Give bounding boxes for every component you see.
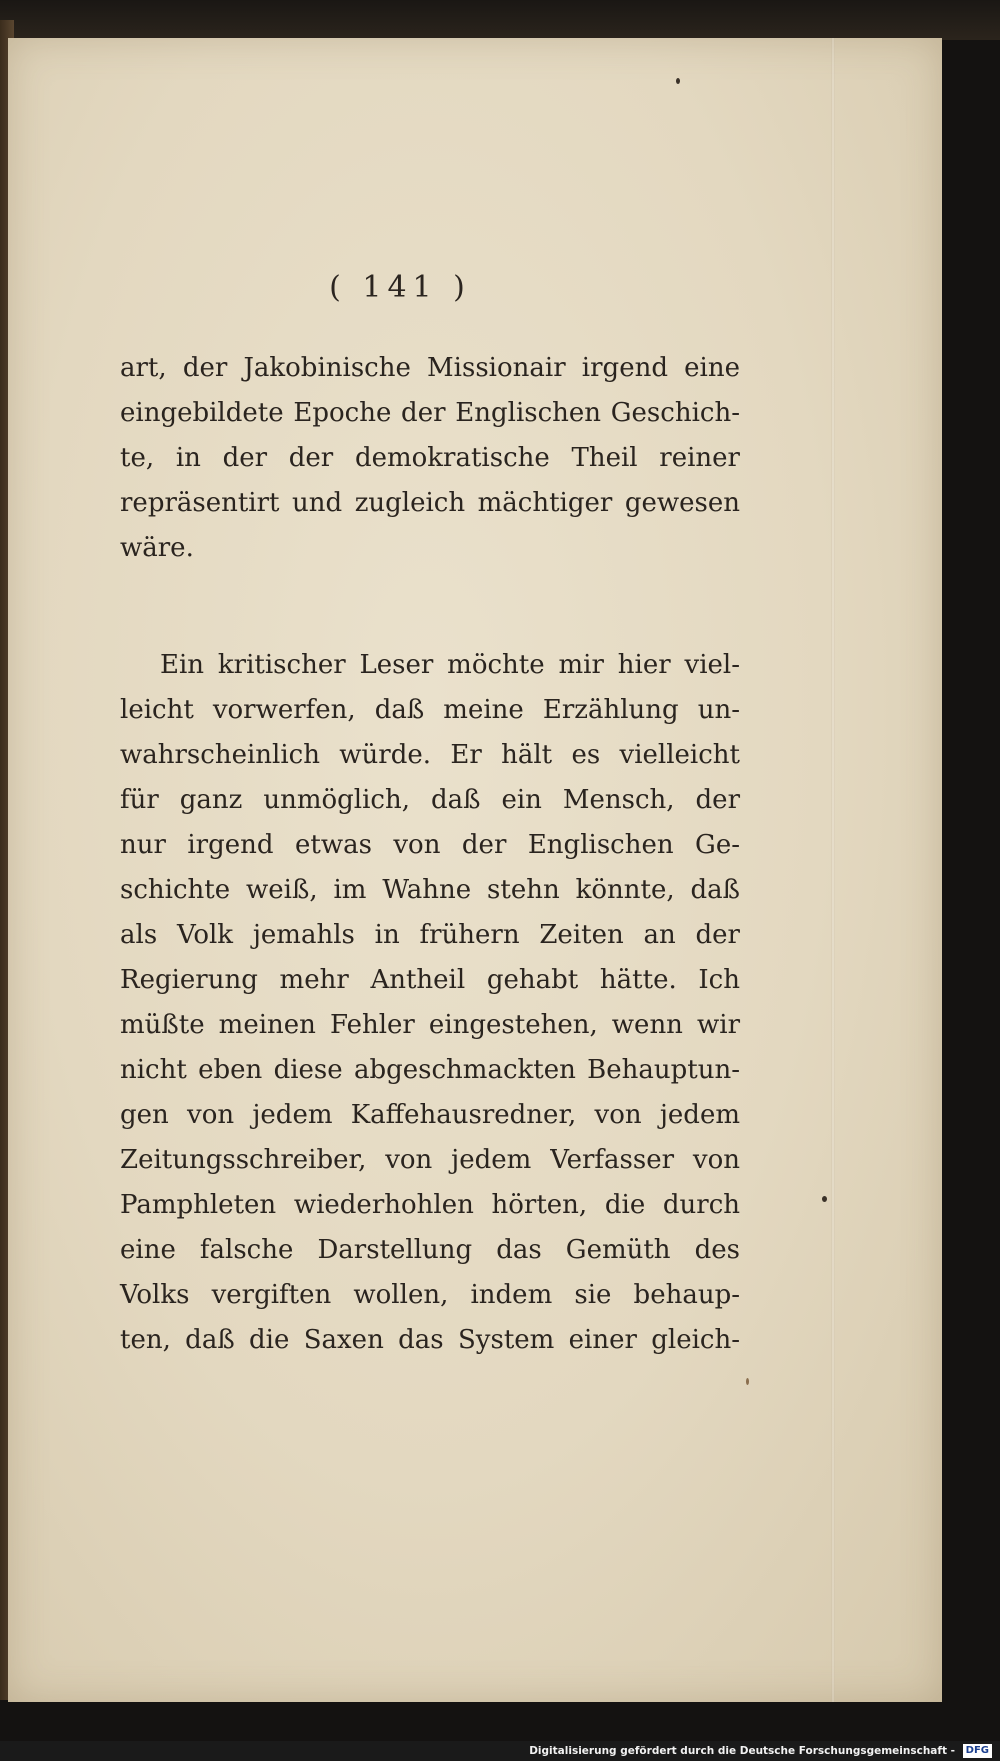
text-line: wahrscheinlich würde. Er hält es vielleicht (120, 740, 740, 770)
text-line: wäre. (120, 533, 194, 563)
text-line: Zeitungsschreiber, von jedem Verfasser von (120, 1145, 740, 1175)
text-line: nicht eben diese abgeschmackten Behauptun- (120, 1055, 740, 1085)
paragraph-gap (120, 571, 740, 643)
text-line: leicht vorwerfen, daß meine Erzählung un- (120, 695, 740, 725)
page-text (120, 346, 740, 1363)
credit-text: Digitalisierung gefördert durch die Deutsche Forschungsgemeinschaft - (529, 1745, 955, 1757)
text-line: repräsentirt und zugleich mächtiger gewesen (120, 488, 740, 518)
text-line: eingebildete Epoche der Englischen Geschich- (120, 398, 740, 428)
paper-speck (822, 1196, 827, 1202)
text-line: Pamphleten wiederhohlen hörten, die durch (120, 1190, 740, 1220)
text-line: te, in der der demokratische Theil reiner (120, 443, 740, 473)
digitization-credit (529, 1743, 992, 1759)
text-line: nur irgend etwas von der Englischen Ge- (120, 830, 740, 860)
text-line: Volks vergiften wollen, indem sie behaup- (120, 1280, 740, 1310)
text-line: art, der Jakobinische Missionair irgend eine (120, 353, 740, 383)
scan-top-edge (0, 0, 1000, 40)
text-line: als Volk jemahls in frühern Zeiten an der (120, 920, 740, 950)
text-line: für ganz unmöglich, daß ein Mensch, der (120, 785, 740, 815)
page-crease (831, 38, 835, 1702)
dfg-logo: DFG (963, 1744, 992, 1758)
page-number: ( 141 ) (329, 270, 471, 305)
book-page (8, 38, 942, 1702)
text-line: Regierung mehr Antheil gehabt hätte. Ich (120, 965, 740, 995)
paper-speck (676, 78, 680, 84)
paper-speck (746, 1378, 749, 1385)
text-line: Ein kritischer Leser möchte mir hier viel- (160, 650, 740, 680)
text-line: gen von jedem Kaffehausredner, von jedem (120, 1100, 740, 1130)
text-line: eine falsche Darstellung das Gemüth des (120, 1235, 740, 1265)
text-line: müßte meinen Fehler eingestehen, wenn wir (120, 1010, 740, 1040)
text-line: schichte weiß, im Wahne stehn könnte, daß (120, 875, 740, 905)
text-line: ten, daß die Saxen das System einer gleich- (120, 1325, 740, 1355)
